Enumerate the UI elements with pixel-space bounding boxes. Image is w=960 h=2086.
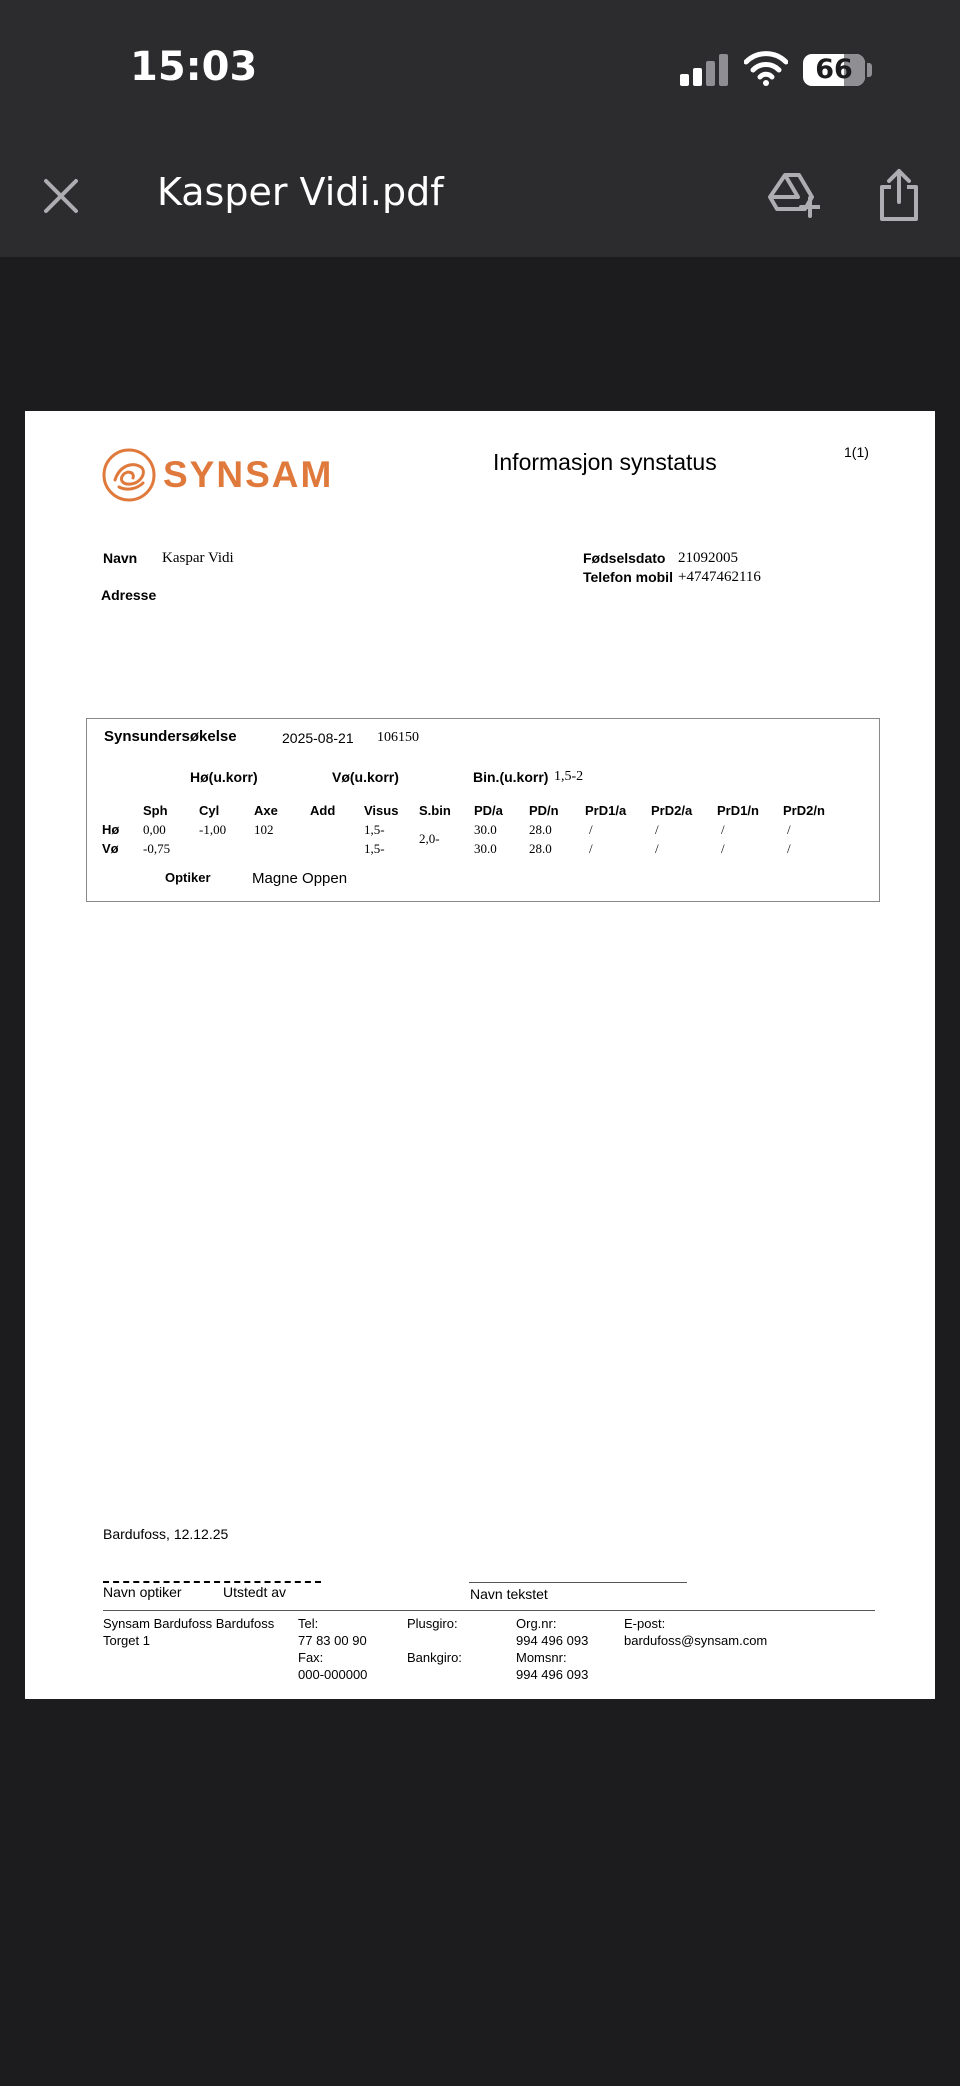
tel-value: 77 83 00 90	[298, 1633, 367, 1648]
fax-label: Fax:	[298, 1650, 324, 1665]
group-bin: Bin.(u.korr)	[473, 769, 549, 785]
page-number: 1(1)	[844, 444, 869, 460]
cell-sbin: 2,0-	[419, 831, 440, 846]
cell-pda: 30.0	[474, 841, 497, 856]
viewer-header	[0, 0, 960, 257]
dob-label: Fødselsdato	[583, 550, 666, 566]
cell-prd2a: /	[655, 822, 659, 837]
optiker-name: Magne Oppen	[252, 870, 348, 887]
cell-prd1n: /	[721, 841, 725, 856]
cell-prd2n: /	[787, 841, 791, 856]
exam-id: 106150	[377, 730, 419, 745]
cell-prd1a: /	[589, 822, 593, 837]
dob-value: 21092005	[678, 550, 738, 566]
exam-heading: Synsundersøkelse	[104, 728, 237, 745]
phone-value: +4747462116	[678, 569, 761, 585]
sig-tekstet-label: Navn tekstet	[470, 1586, 548, 1602]
sig-optiker-label: Navn optiker	[103, 1584, 182, 1600]
cell-prd1n: /	[721, 822, 725, 837]
doc-heading: Informasjon synstatus	[493, 449, 717, 475]
optiker-label: Optiker	[165, 870, 211, 885]
place-date: Bardufoss, 12.12.25	[103, 1526, 229, 1542]
add-to-drive-icon[interactable]	[768, 172, 820, 218]
cell-pdn: 28.0	[529, 822, 552, 837]
momsnr-label: Momsnr:	[516, 1650, 567, 1665]
bankgiro-label: Bankgiro:	[407, 1650, 462, 1665]
share-icon[interactable]	[878, 168, 920, 222]
col-axe: Axe	[254, 803, 278, 818]
battery-level: 66	[815, 54, 853, 85]
fax-value: 000-000000	[298, 1667, 368, 1682]
cell-sph: 0,00	[143, 822, 166, 837]
col-prd1a: PrD1/a	[585, 803, 627, 818]
synsam-logo-icon	[101, 447, 157, 503]
close-icon[interactable]	[40, 175, 82, 217]
bin-value: 1,5-2	[554, 769, 584, 784]
cellular-signal-icon	[680, 54, 728, 86]
address-label: Adresse	[101, 587, 157, 603]
document-title: Kasper Vidi.pdf	[157, 170, 444, 214]
cell-sph: -0,75	[143, 841, 171, 856]
signature-line-tekstet	[469, 1582, 687, 1583]
col-prd2a: PrD2/a	[651, 803, 693, 818]
plusgiro-label: Plusgiro:	[407, 1616, 458, 1631]
cell-cyl: -1,00	[199, 822, 227, 837]
cell-visus: 1,5-	[364, 822, 385, 837]
battery-tip	[867, 63, 872, 77]
logo-text: SYNSAM	[163, 454, 334, 495]
orgnr-label: Org.nr:	[516, 1616, 557, 1631]
battery-icon	[803, 54, 865, 86]
company-street: Torget 1	[103, 1633, 150, 1648]
exam-date: 2025-08-21	[282, 730, 354, 746]
email-value: bardufoss@synsam.com	[624, 1633, 768, 1648]
status-time: 15:03	[130, 44, 258, 90]
orgnr-value: 994 496 093	[516, 1633, 589, 1648]
col-sbin: S.bin	[419, 803, 451, 818]
email-label: E-post:	[624, 1616, 666, 1631]
group-ho: Hø(u.korr)	[190, 769, 258, 785]
cell-prd1a: /	[589, 841, 593, 856]
cell-prd2a: /	[655, 841, 659, 856]
company-name: Synsam Bardufoss Bardufoss	[103, 1616, 275, 1631]
signature-line-optiker	[103, 1581, 321, 1583]
col-add: Add	[310, 803, 336, 818]
col-prd2n: PrD2/n	[783, 803, 825, 818]
cell-visus: 1,5-	[364, 841, 385, 856]
wifi-icon	[744, 50, 788, 86]
col-pdn: PD/n	[529, 803, 559, 818]
cell-pdn: 28.0	[529, 841, 552, 856]
phone-label: Telefon mobil	[583, 569, 673, 585]
tel-label: Tel:	[298, 1616, 319, 1631]
pdf-page	[25, 411, 935, 1699]
cell-pda: 30.0	[474, 822, 497, 837]
patient-name: Kaspar Vidi	[162, 550, 234, 566]
name-label: Navn	[103, 550, 138, 566]
momsnr-value: 994 496 093	[516, 1667, 589, 1682]
row-label: Vø	[102, 841, 119, 856]
footer-divider	[103, 1610, 875, 1611]
sig-utstedt-label: Utstedt av	[223, 1584, 287, 1600]
col-cyl: Cyl	[199, 803, 220, 818]
cell-axe: 102	[254, 822, 274, 837]
col-sph: Sph	[143, 803, 168, 818]
col-pda: PD/a	[474, 803, 503, 818]
col-visus: Visus	[364, 803, 399, 818]
row-label: Hø	[102, 822, 120, 837]
group-vo: Vø(u.korr)	[332, 769, 399, 785]
col-prd1n: PrD1/n	[717, 803, 759, 818]
cell-prd2n: /	[787, 822, 791, 837]
